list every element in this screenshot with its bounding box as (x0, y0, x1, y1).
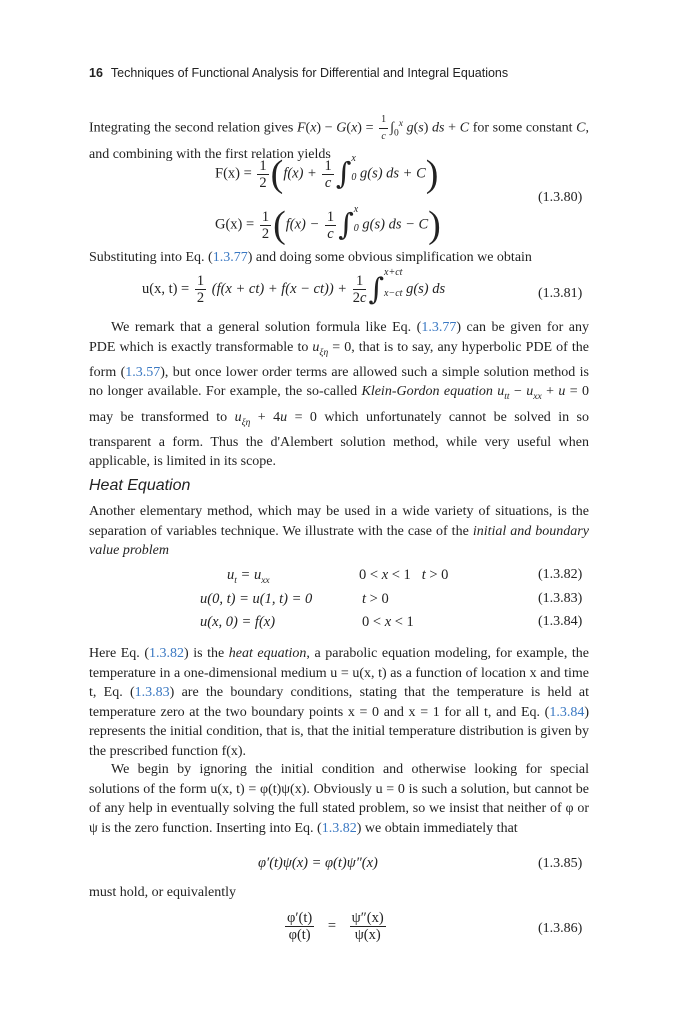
equation-number-1-3-82: (1.3.82) (538, 567, 583, 582)
eq-ref-1-3-77[interactable]: 1.3.77 (212, 250, 248, 265)
paragraph-substitution: Substituting into Eq. (1.3.77) and doing some obvious simplification we obtain (89, 250, 532, 265)
paragraph-special-solutions: We begin by ignoring the initial condition and otherwise looking for special solutions of the form u(x, t) = φ(t)ψ(x). Obviously u = 0 is such a solution, but cannot be of any help in eventually solving the full stated problem, so we insist that neither of φ or ψ is the zero function. Inserting into Eq. (1.3.82) we obtain immediately that (89, 762, 589, 836)
equation-1-3-86: $\frac{\varphi'(t)}{\varphi(t)}$ = $\frac{\psi''(x)}{\psi(x)}$ (287, 910, 384, 943)
paragraph-intro: Integrating the second relation gives F(x) − G(x) = $\frac{1}{c}$ $\int_0^x$ g(s) ds + C for some constant C, and combining with the first relation yields (89, 114, 590, 162)
system-row-2-lhs: u(0, t) = u(1, t) = 0 (200, 591, 313, 607)
paragraph-equivalently: must hold, or equivalently (89, 885, 236, 900)
eq-ref-1-3-84[interactable]: 1.3.84 (549, 704, 585, 720)
running-title: Techniques of Functional Analysis for Differential and Integral Equations (110, 66, 509, 80)
page-number: 16 (89, 66, 103, 80)
equation-number-1-3-80: (1.3.80) (538, 190, 583, 205)
system-row-1-cond: 0 < x < 1 t > 0 (359, 567, 449, 583)
system-row-2-cond: t > 0 (362, 591, 389, 607)
equation-number-1-3-81: (1.3.81) (538, 286, 583, 301)
paragraph-heat-equation: Here Eq. (1.3.82) is the heat equation, a parabolic equation modeling, for example, the temperature in a one-dimensional medium u = u(x, t) as a function of location x and time t, Eq. (1.3.83) are the boundary conditions, stating that the temperature is held at temperature zero at the two boundary points x = 0 and x = 1 for all t, and Eq. (1.3.84) represents the initial condition, that is, that the initial temperature distribution is given by the prescribed function f(x). (89, 646, 590, 759)
running-header (89, 66, 508, 80)
system-row-3-cond: 0 < x < 1 (362, 614, 414, 630)
equation-number-1-3-85: (1.3.85) (538, 856, 583, 871)
equation-number-1-3-83: (1.3.83) (538, 591, 583, 606)
equation-1-3-80-G: G(x) = $\frac{1}{2}$ (f(x) − $\frac{1}{c}$ ∫ x 0 g(s) ds − C) (215, 204, 441, 246)
equation-number-1-3-84: (1.3.84) (538, 614, 583, 629)
eq-ref-1-3-82[interactable]: 1.3.82 (149, 646, 185, 661)
eq-ref-1-3-77[interactable]: 1.3.77 (421, 320, 457, 335)
equation-1-3-81: u(x, t) = $\frac{1}{2}$ (f(x + ct) + f(x − ct)) + $\frac{1}{2c}$ ∫ x+ct x−ct g(s) ds (142, 266, 446, 307)
eq-ref-1-3-57[interactable]: 1.3.57 (125, 364, 161, 380)
equation-number-1-3-86: (1.3.86) (538, 921, 583, 936)
paragraph-remark: We remark that a general solution formula like Eq. (1.3.77) can be given for any PDE which is exactly transformable to $u_{\xi\eta} = 0$, that is to say, any hyperbolic PDE of the form (1.3.57), but once lower order terms are allowed such a simple solution method is no longer available. For example, the so-called Klein-Gordon equation $u_{tt} - u_{xx} + u = 0$ may be transformed to $u_{\xi\eta} + 4u = 0$ which unfortunately cannot be solved in so transparent a form. Thus the d'Alembert solution method, while very useful when applicable, is limited in its scope. (89, 320, 590, 470)
equation-1-3-80-F: F(x) = $\frac{1}{2}$ (f(x) + $\frac{1}{c}$ ∫ x 0 g(s) ds + C) (215, 153, 439, 195)
eq-ref-1-3-82[interactable]: 1.3.82 (321, 820, 357, 836)
system-row-1-lhs: $u_t = u_{xx}$ (227, 567, 270, 586)
equation-1-3-85: φ′(t)ψ(x) = φ(t)ψ″(x) (258, 855, 378, 871)
eq-ref-1-3-83[interactable]: 1.3.83 (134, 685, 170, 700)
system-row-3-lhs: u(x, 0) = f(x) (200, 614, 276, 630)
section-title: Heat Equation (89, 477, 191, 494)
paragraph-separation: Another elementary method, which may be used in a wide variety of situations, is the separation of variables technique. We illustrate with the case of the initial and boundary value problem (89, 504, 589, 558)
